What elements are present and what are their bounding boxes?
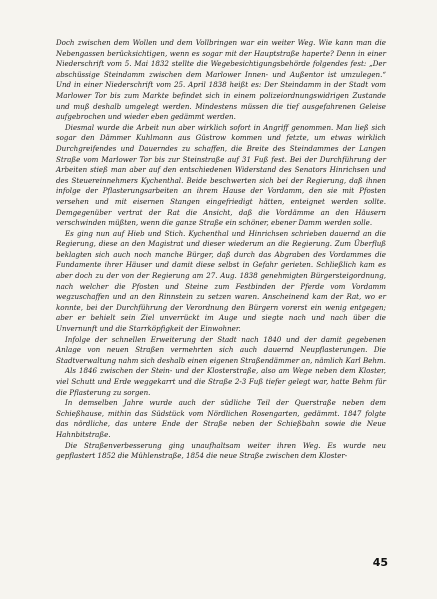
- page-number: 45: [372, 556, 388, 569]
- paragraph-7: Die Straßenverbesserung ging unaufhaltsam weiter ihren Weg. Es wurde neu gepflastert 1852 die Mühlenstraße, 1854 die neue Straße zwischen dem Kloster-: [56, 440, 386, 461]
- paragraph-5: Als 1846 zwischen der Stein- und der Klosterstraße, also am Wege neben dem Kloster, viel Schutt und Erde weggekarrt und die Straße 2-3 Fuß tiefer gelegt war, hatte Behm für die Pflasterung zu sorgen.: [56, 366, 386, 397]
- paragraph-6: In demselben Jahre wurde auch der südliche Teil der Querstraße neben dem Schießhause, mithin das Südstück vom Nördlichen Rosengarten, gedämmt. 1847 folgte das nördliche, das untere Ende der Straße neben der Schießbahn sowie die Neue Hahnbitstraße.: [56, 398, 386, 439]
- paragraph-2: Diesmal wurde die Arbeit nun aber wirklich sofort in Angriff genommen. Man ließ sich sogar den Dämmer Kuhlmann aus Güstrow kommen und fetzte, um etwas wirklich Durchgreifendes und Dauerndes zu schaffen, die Breite des Steindammes der Langen Straße vom Marlower Tor bis zur Steinstraße auf 31 Fuß fest. Bei der Durchführung der Arbeiten stieß man aber auf den entschiedenen Widerstand des Senators Hinrichsen und des Steuereinnehmers Kychenthal. Beide beschwerten sich bei der Regierung, daß ihnen infolge der Pflasterungsarbeiten an ihrem Hause der Vordamm, den sie mit Pfosten versehen und mit eisernen Stangen eingefriedigt hätten, enteignet werden sollte. Demgegenüber vertrat der Rat die Ansicht, daß die Vordämme an den Häusern verschwinden müßten, wenn die ganze Straße ein schöner, ebener Damm werden solle.: [56, 122, 386, 228]
- paragraph-3: Es ging nun auf Hieb und Stich. Kychenthal und Hinrichsen schrieben dauernd an die Regierung, diese an den Magistrat und dieser wiederum an die Regierung. Zum Überfluß beklagten sich auch noch manche Bürger, daß durch das Abgraben des Vordammes die Fundamente ihrer Häuser und damit diese selbst in Gefahr gerieten. Schließlich kam es aber doch zu der von der Regierung am 27. Aug. 1838 genehmigten Bürgersteigordnung, nach welcher die Pfosten und Steine zum Festbinden der Pferde vom Vordamm wegzuschaffen und an den Rinnstein zu setzen waren. Anscheinend kam der Rat, wo er konnte, bei der Durchführung der Verordnung den Bürgern vorerst ein wenig entgegen; aber er behielt sein Ziel unverrückt im Auge und siegte nach und nach über die Unvernunft und die Starrköpfigkeit der Einwohner.: [56, 228, 386, 334]
- paragraph-1: Doch zwischen dem Wollen und dem Vollbringen war ein weiter Weg. Wie kann man die Nebengassen berücksichtigen, wenn es sogar mit der Hauptstraße haperte? Denn in einer Niederschrift vom 5. Mai 1832 stellte die Wegebesichtigungsbehörde folgendes fest: „Der abschüssige Steindamm zwischen dem Marlower Innen- und Außentor ist umzulegen.“ Und in einer Niederschrift vom 25. April 1838 heißt es: Der Steindamm in der Stadt vom Marlower Tor bis zum Markte befindet sich in einem polizeiordnungswidrigen Zustande und muß deshalb umgelegt werden. Mindestens müssen die tief ausgefahrenen Geleise aufgebrochen und wieder eben gedämmt werden.: [56, 38, 386, 122]
- body-text: [56, 38, 386, 462]
- paragraph-4: Infolge der schnellen Erweiterung der Stadt nach 1840 und der damit gegebenen Anlage von neuen Straßen vermehrten sich auch dauernd Neupflasterungen. Die Stadtverwaltung nahm sich deshalb einen eigenen Straßendämmer an, nämlich Karl Behm.: [56, 334, 386, 365]
